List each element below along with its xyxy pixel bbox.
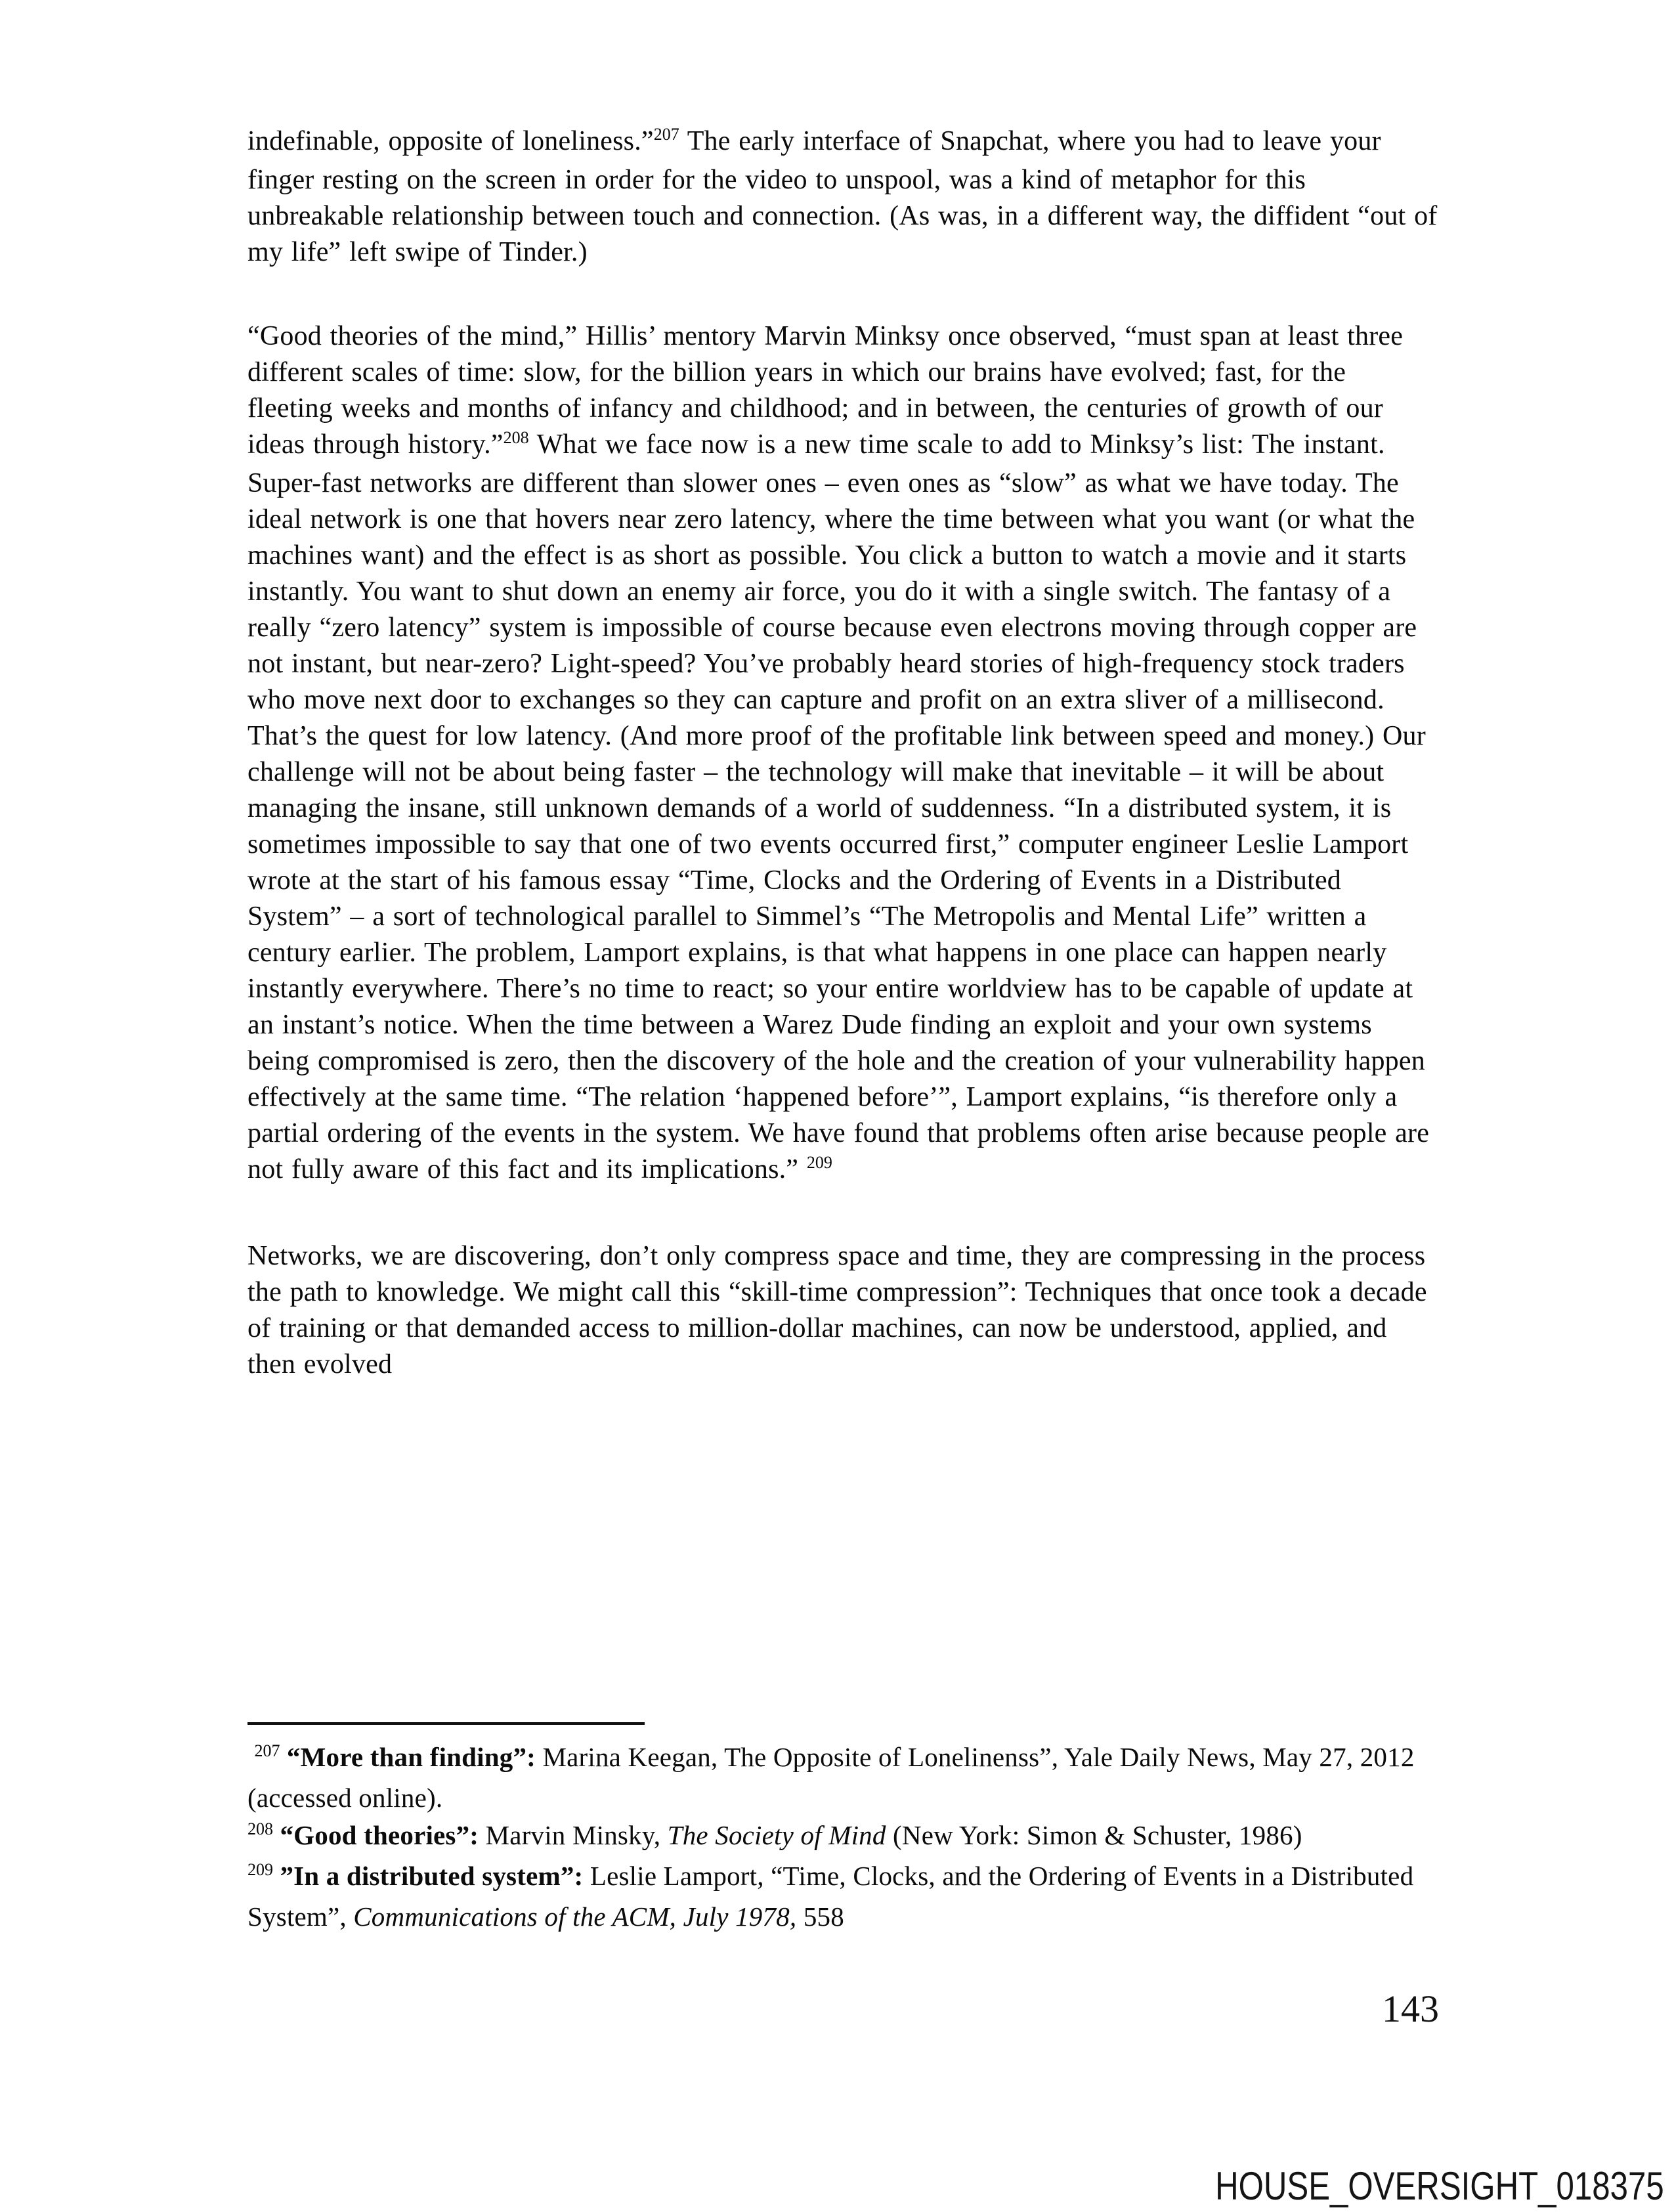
footnotes-block [247, 1739, 1449, 1936]
paragraph-1-text: indefinable, opposite of loneliness.” [247, 126, 654, 156]
footnote-208-label: “Good theories”: [273, 1820, 479, 1850]
paragraph-3 [247, 1238, 1439, 1383]
paragraph-1 [247, 123, 1439, 271]
paragraph-3-text: Networks, we are discovering, don’t only compress space and time, they are compressing in the process the path to knowledge. We might call this “skill-time compression”: Techniques that once took a decade of training or that demanded access to million-dollar machines, can now be understood, applied, and then evolved [247, 1241, 1427, 1379]
footnote-208-book-title: The Society of Mind [667, 1820, 886, 1850]
footnote-209-number: 209 [247, 1860, 273, 1879]
footnote-ref-209: 209 [806, 1153, 832, 1172]
footnote-207-text: Marina Keegan, The Opposite of Lonelinenss”, Yale Daily News, May 27, 2012 (accessed online). [247, 1742, 1415, 1813]
footnote-208 [247, 1817, 1449, 1857]
paragraph-2-text-continued: What we face now is a new time scale to add to Minksy’s list: The instant. Super-fast networks are different than slower ones – even ones as “slow” as what we have today. The ideal network is one that hovers near zero latency, where the time between what you want (or what the machines want) and the effect is as short as possible. You click a button to watch a movie and it starts instantly. You want to shut down an enemy air force, you do it with a single switch. The fantasy of a really “zero latency” system is impossible of course because even electrons moving through copper are not instant, but near-zero? Light-speed? You’ve probably heard stories of high-frequency stock traders who move next door to exchanges so they can capture and profit on an extra sliver of a millisecond. That’s the quest for low latency. (And more proof of the profitable link between speed and money.) Our challenge will not be about being faster – the technology will make that inevitable – it will be about managing the insane, still unknown demands of a world of suddenness. “In a distributed system, it is sometimes impossible to say that one of two events occurred first,” computer engineer Leslie Lamport wrote at the start of his famous essay “Time, Clocks and the Ordering of Events in a Distributed System” – a sort of technological parallel to Simmel’s “The Metropolis and Mental Life” written a century earlier. The problem, Lamport explains, is that what happens in one place can happen nearly instantly everywhere. There’s no time to react; so your entire worldview has to be capable of update at an instant’s notice. When the time between a Warez Dude finding an exploit and your own systems being compromised is zero, then the discovery of the hole and the creation of your vulnerability happen effectively at the same time. “The relation ‘happened before’”, Lamport explains, “is therefore only a partial ordering of the events in the system. We have found that problems often arise because people are not fully aware of this fact and its implications.” [247, 429, 1430, 1184]
footnote-209-label: ”In a distributed system”: [273, 1861, 584, 1891]
footnote-207-lead-space [247, 1742, 254, 1772]
footnote-207-number: 207 [254, 1741, 280, 1760]
footnote-209-text-continued: 558 [796, 1901, 844, 1932]
footnote-separator-rule [247, 1722, 645, 1725]
footnote-208-text-continued: (New York: Simon & Schuster, 1986) [886, 1820, 1302, 1850]
bates-stamp: HOUSE_OVERSIGHT_018375 [1215, 2164, 1664, 2208]
footnote-208-text: Marvin Minsky, [479, 1820, 668, 1850]
paragraph-2 [247, 318, 1439, 1190]
footnote-208-number: 208 [247, 1819, 273, 1838]
body-text [247, 123, 1439, 1431]
footnote-ref-208: 208 [503, 428, 529, 447]
footnote-207 [247, 1739, 1449, 1817]
footnote-ref-207: 207 [653, 125, 679, 144]
footnote-209-text: Leslie Lamport, “Time, Clocks, and the Ordering of Events in a Distributed System”, [247, 1861, 1414, 1932]
paragraph-1-text-continued: The early interface of Snapchat, where you had to leave your finger resting on the screen in order for the video to unspool, was a kind of metaphor for this unbreakable relationship between touch and connection. (As was, in a different way, the diffident “out of my life” left swipe of Tinder.) [247, 126, 1438, 267]
page-number: 143 [1382, 1987, 1439, 2030]
footnote-207-label: “More than finding”: [280, 1742, 536, 1772]
footnote-209 [247, 1857, 1449, 1936]
paragraph-2-text: “Good theories of the mind,” Hillis’ mentory Marvin Minksy once observed, “must span at least three different scales of time: slow, for the billion years in which our brains have evolved; fast, for the fleeting weeks and months of infancy and childhood; and in between, the centuries of growth of our ideas through history.” [247, 321, 1404, 460]
footnote-209-journal-title: Communications of the ACM, July 1978, [353, 1901, 797, 1932]
